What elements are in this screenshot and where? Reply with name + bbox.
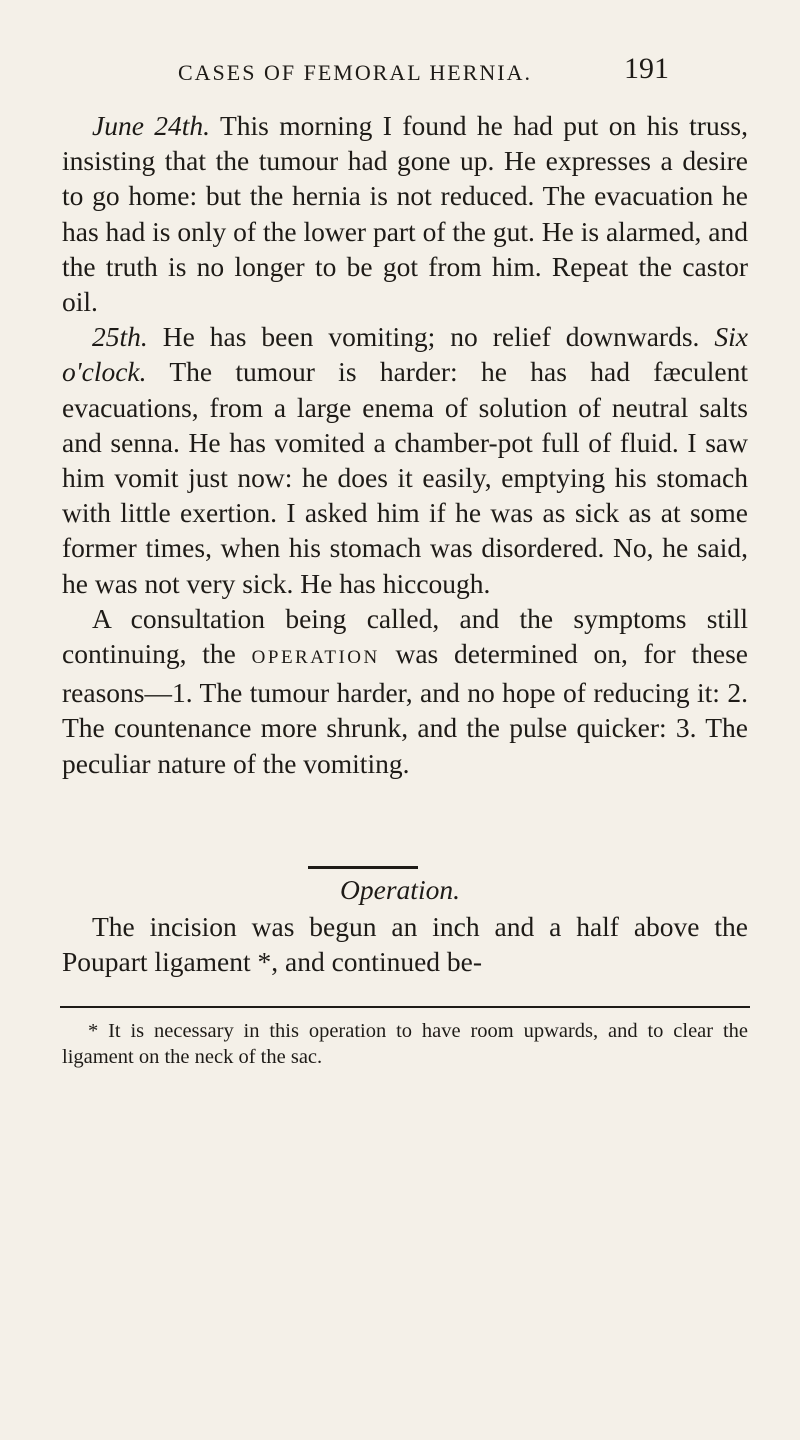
paragraph-operation: The incision was begun an inch and a half above the Poupart ligament *, and continued be- bbox=[62, 911, 748, 978]
paragraph-text: This morning I found he had put on his truss, insisting that the tumour had gone up. He expresses a desire to go home: but the hernia is not reduced. The evacuation he has had is only of the lower part of the gut. He is alarmed, and the truth is no longer to be got from him. Repeat the castor oil. bbox=[62, 110, 748, 318]
entry-time: Six o'clock. bbox=[62, 321, 748, 388]
paragraph-june-24 bbox=[62, 108, 748, 319]
section-divider bbox=[308, 866, 418, 869]
entry-date: 25th. bbox=[92, 321, 148, 353]
footnote bbox=[62, 1018, 748, 1070]
smallcaps-term: OPERATION bbox=[251, 647, 380, 669]
page-header bbox=[0, 52, 800, 92]
running-head: CASES OF FEMORAL HERNIA. bbox=[178, 60, 533, 85]
paragraph-text: The tumour is harder: he has had fæculent evacuations, from a large enema of solution of neutral salts and senna. He has vomited a chamber-pot full of fluid. I saw him vomit just now: he does it easily, emptying his stomach with little exertion. I asked him if he was as sick as at some former times, when his stomach was disordered. No, he said, he was not very sick. He has hiccough. bbox=[62, 356, 748, 599]
paragraph-text: A consultation being called, and the symptoms still continuing, the bbox=[62, 602, 748, 670]
paragraph-text: was determined on, for these reasons—1. The tumour harder, and no hope of reducing it: 2. The countenance more shrunk, and the pulse quicker: 3. The peculiar nature of the vomiting. bbox=[62, 638, 748, 779]
paragraph-text: He has been vomiting; no relief downwards. bbox=[147, 321, 715, 353]
main-text bbox=[62, 108, 748, 781]
operation-text bbox=[62, 909, 748, 979]
footnote-text: * It is necessary in this operation to have room upwards, and to clear the ligament on the neck of the sac. bbox=[62, 1020, 748, 1068]
footnote-divider bbox=[60, 1006, 750, 1008]
paragraph-consultation bbox=[62, 601, 748, 781]
page-number: 191 bbox=[624, 52, 669, 85]
paragraph-25th bbox=[62, 319, 748, 601]
entry-date: June 24th. bbox=[92, 110, 211, 141]
section-heading: Operation. bbox=[340, 874, 460, 905]
